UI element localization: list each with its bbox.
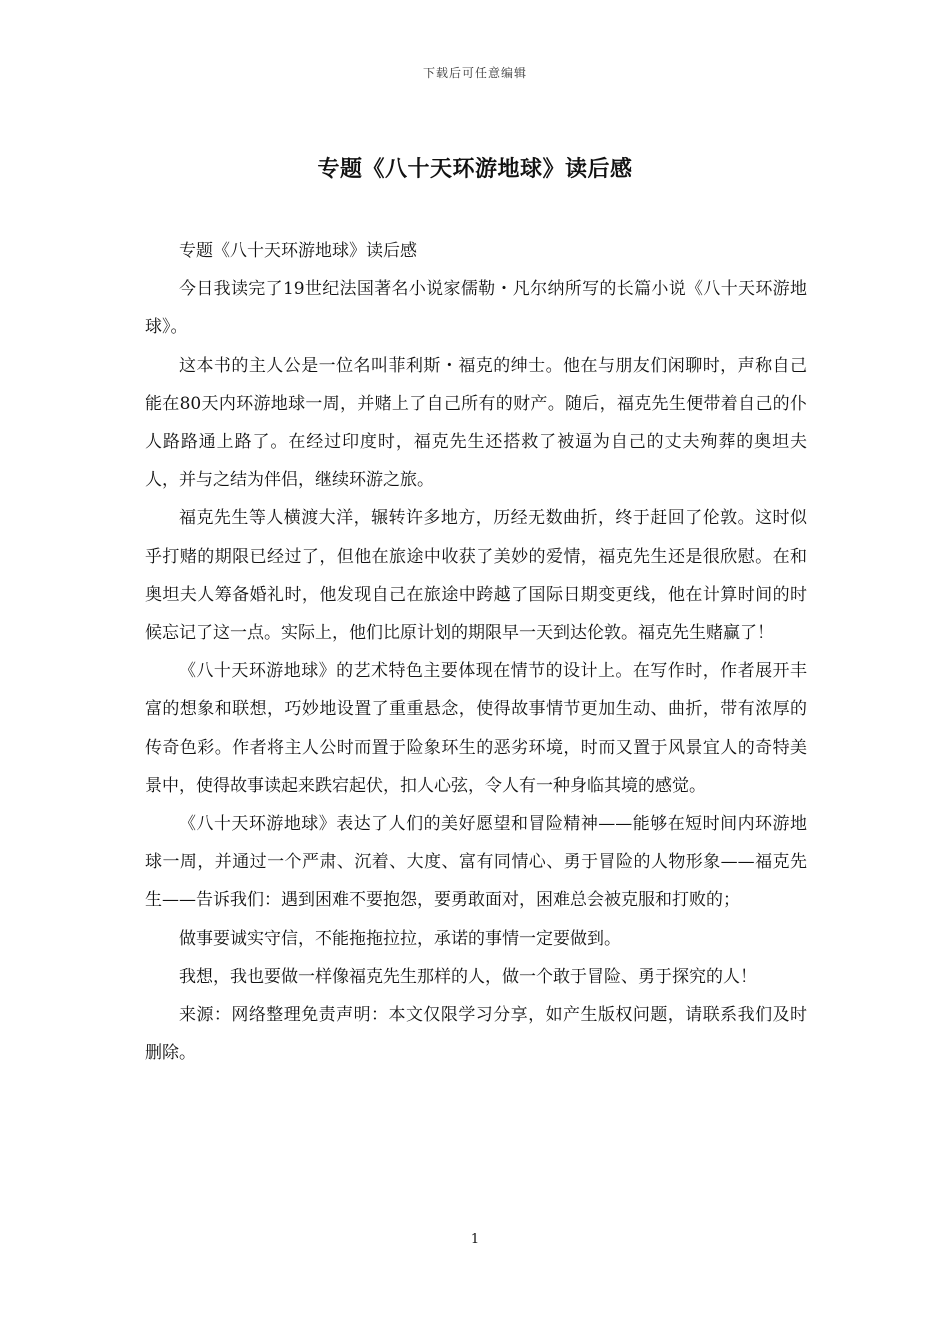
paragraph: 《八十天环游地球》表达了人们的美好愿望和冒险精神——能够在短时间内环游地球一周，并通过一个严肃、沉着、大度、富有同情心、勇于冒险的人物形象——福克先生——告诉我们：遇到困难不要抱怨，要勇敢面对，困难总会被克服和打败的； xyxy=(145,814,807,911)
paragraph: 福克先生等人横渡大洋，辗转许多地方，历经无数曲折，终于赶回了伦敦。这时似乎打赌的期限已经过了，但他在旅途中收获了美妙的爱情，福克先生还是很欣慰。在和奥坦夫人筹备婚礼时，他发现自己在旅途中跨越了国际日期变更线，他在计算时间的时候忘记了这一点。实际上，他们比原计划的期限早一天到达伦敦。福克先生赌赢了！ xyxy=(145,508,807,644)
paragraph-disclaimer: 来源：网络整理免责声明：本文仅限学习分享，如产生版权问题，请联系我们及时删除。 xyxy=(145,1005,807,1064)
paragraph: 这本书的主人公是一位名叫菲利斯・福克的绅士。他在与朋友们闲聊时，声称自己能在80天内环游地球一周，并赌上了自己所有的财产。随后，福克先生便带着自己的仆人路路通上路了。在经过印度时，福克先生还搭救了被逼为自己的丈夫殉葬的奥坦夫人，并与之结为伴侣，继续环游之旅。 xyxy=(145,355,807,491)
header-note: 下载后可任意编辑 xyxy=(422,66,527,80)
paragraph: 我想，我也要做一样像福克先生那样的人，做一个敢于冒险、勇于探究的人！ xyxy=(179,966,757,987)
paragraph: 做事要诚实守信，不能拖拖拉拉，承诺的事情一定要做到。 xyxy=(179,928,621,949)
page-number: 1 xyxy=(470,1232,480,1247)
document-title: 专题《八十天环游地球》读后感 xyxy=(317,157,633,182)
paragraph: 《八十天环游地球》的艺术特色主要体现在情节的设计上。在写作时，作者展开丰富的想象和联想，巧妙地设置了重重悬念，使得故事情节更加生动、曲折，带有浓厚的传奇色彩。作者将主人公时而置于险象环生的恶劣环境，时而又置于风景宜人的奇特美景中，使得故事读起来跌宕起伏，扣人心弦，令人有一种身临其境的感觉。 xyxy=(145,661,807,796)
document-body xyxy=(145,232,807,1072)
paragraph-subtitle: 专题《八十天环游地球》读后感 xyxy=(179,241,417,261)
paragraph: 今日我读完了19世纪法国著名小说家儒勒・凡尔纳所写的长篇小说《八十天环游地球》。 xyxy=(145,279,807,338)
